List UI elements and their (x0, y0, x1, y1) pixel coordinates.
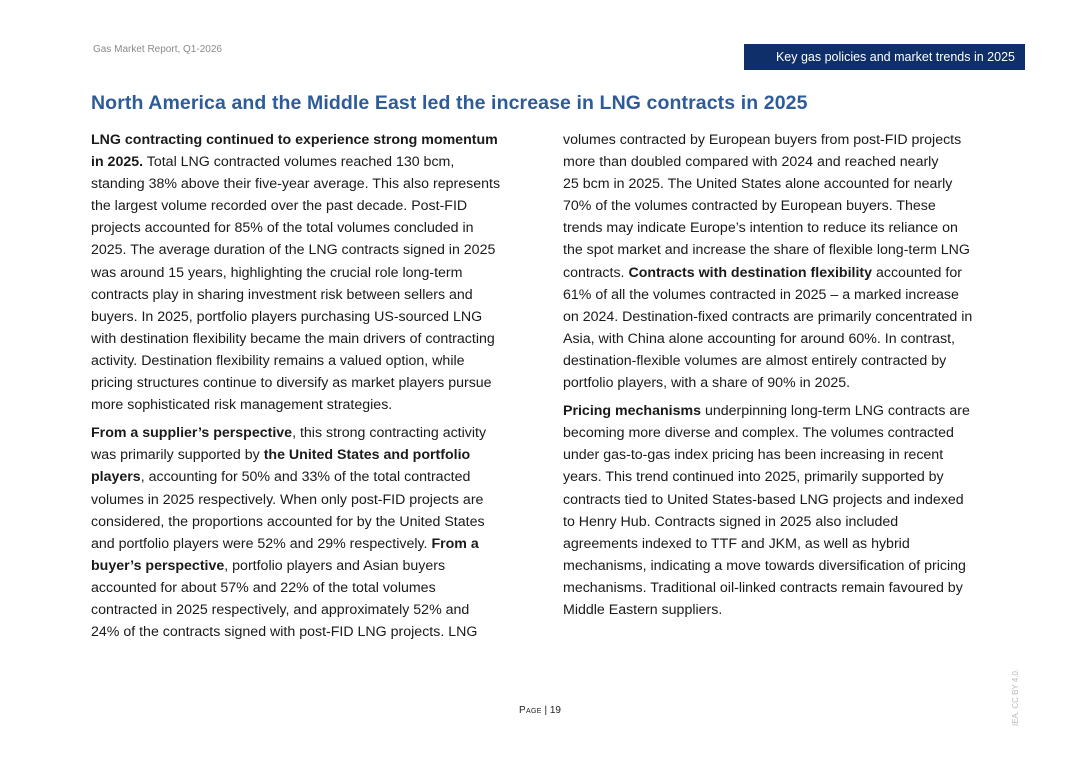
page-label: Page (519, 705, 542, 716)
report-title: Gas Market Report, Q1-2026 (93, 44, 222, 55)
paragraph-european-buyers: volumes contracted by European buyers from post-FID projects more than doubled compared with 2024 and reached nearly 25 bcm in 2025. The United States alone accounted for nearly 70% of the volumes contracted by European buyers. These trends may indicate Europe’s intention to reduce its reliance on the spot market and increase the share of flexible long-term LNG contracts. Contracts with destination flexibility accounted for 61% of all the volumes contracted in 2025 – a marked increase on 2024. Destination-fixed contracts are primarily concentrated in Asia, with China alone accounting for around 60%. In contrast, destination-flexible volumes are almost entirely contracted by portfolio players, with a share of 90% in 2025. (563, 132, 973, 392)
paragraph-supplier-perspective: From a supplier’s perspective, this strong contracting activity was primarily supported by the United States and portfolio players, accounting for 50% and 33% of the total contracted volumes in 2025 respectively. When only post-FID projects are considered, the proportions accounted for by the United States and portfolio players were 52% and 29% respectively. From a buyer’s perspective, portfolio players and Asian buyers accounted for about 57% and 22% of the total volumes contracted in 2025 respectively, and approximately 52% and 24% of the contracts signed with post-FID LNG projects. LNG (91, 425, 487, 641)
section-title: Key gas policies and market trends in 2025 (775, 50, 1015, 64)
page-footer (0, 705, 1080, 716)
page-separator: | (544, 705, 548, 716)
paragraph-lng-momentum: LNG contracting continued to experience strong momentum in 2025. Total LNG contracted volumes reached 130 bcm, standing 38% above their five-year average. This also represents the largest volume recorded over the past decade. Post-FID projects accounted for 85% of the total volumes concluded in 2025. The average duration of the LNG contracts signed in 2025 was around 15 years, highlighting the crucial role long-term contracts play in sharing investment risk between sellers and buyers. In 2025, portfolio players purchasing US-sourced LNG with destination flexibility became the main drivers of contracting activity. Destination flexibility remains a valued option, while pricing structures continue to diversify as market players pursue more sophisticated risk management strategies. (91, 132, 501, 414)
license-watermark: IEA. CC BY 4.0. (1011, 668, 1020, 726)
right-column (563, 129, 1003, 627)
lead-bold: LNG contracting continued to experience strong momentum (91, 132, 498, 148)
left-column (91, 129, 531, 649)
section-title-banner (744, 44, 1025, 70)
page-number: 19 (549, 705, 561, 716)
paragraph-pricing-mechanisms: Pricing mechanisms underpinning long-term LNG contracts are becoming more diverse and complex. The volumes contracted under gas-to-gas index pricing has been increasing in recent years. This trend continued into 2025, primarily supported by contracts tied to United States-based LNG projects and indexed to Henry Hub. Contracts signed in 2025 also included agreements indexed to TTF and JKM, as well as hybrid mechanisms, indicating a move towards diversification of pricing mechanisms. Traditional oil-linked contracts remain favoured by Middle Eastern suppliers. (563, 403, 970, 618)
page-title: North America and the Middle East led the increase in LNG contracts in 2025 (91, 92, 808, 114)
